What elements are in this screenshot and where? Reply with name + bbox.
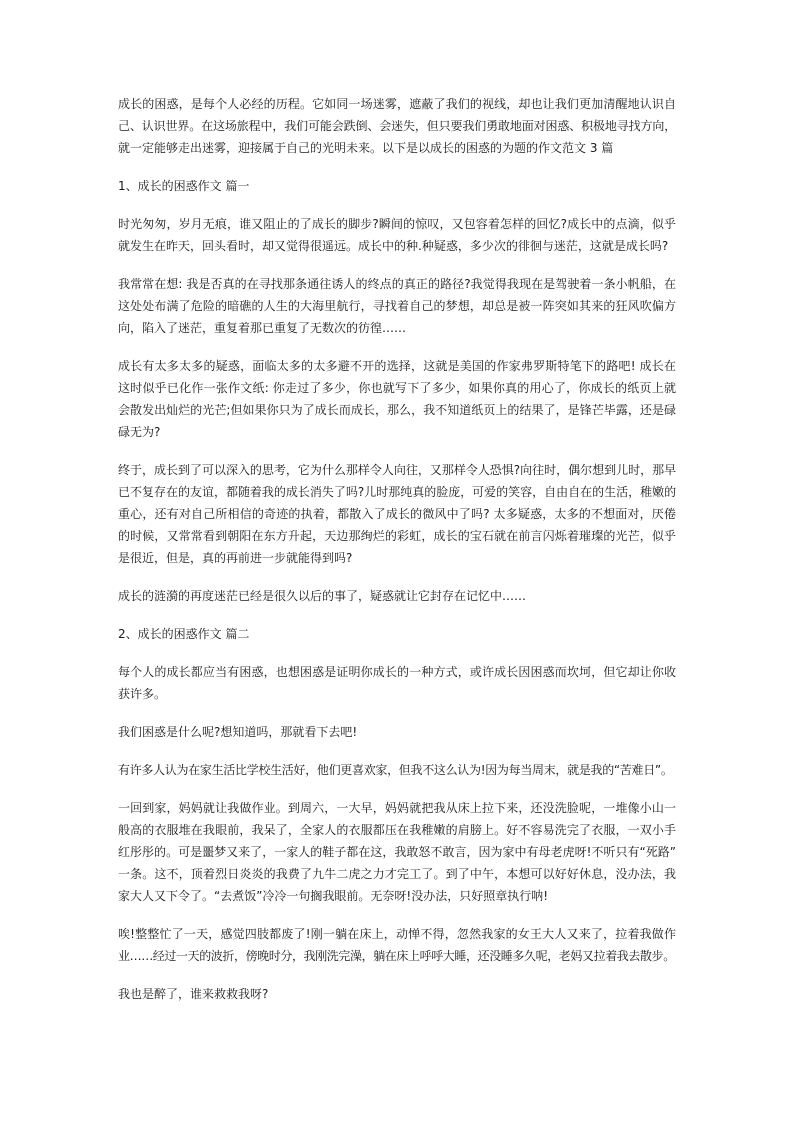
text-line: 碌无为?	[118, 425, 161, 439]
text-line: 这处处布满了危险的暗礁的人生的大海里航行，寻找着自己的梦想，却总是被一阵突如其来的狂风吹偏方	[118, 299, 676, 313]
paragraph	[118, 983, 676, 1005]
text-line: 我常常在想: 我是否真的在寻找那条通往诱人的终点的真正的路径?我觉得我现在是驾驶着一条小帆船，在	[118, 277, 676, 291]
document-body	[118, 93, 676, 1021]
text-line: 已不复存在的友谊，都随着我的成长消失了吗?儿时那纯真的脸庞，可爱的笑容，自由自在的生活，稚嫩的	[118, 485, 676, 499]
text-line: 会散发出灿烂的光芒;但如果你只为了成长而成长，那么，我不知道纸页上的结果了，是锋芒毕露，还是碌	[118, 403, 676, 417]
text-line: 己、认识世界。在这场旅程中，我们可能会跌倒、会迷失，但只要我们勇敢地面对困惑、积极地寻找方向，	[118, 119, 676, 133]
paragraph	[118, 759, 676, 781]
paragraph	[118, 355, 676, 443]
text-line: 每个人的成长都应当有困惑，也想困惑是证明你成长的一种方式，或许成长因困惑而坎坷，但它却让你收	[118, 665, 676, 679]
text-line: 般高的衣服堆在我眼前，我呆了，全家人的衣服都压在我稚嫩的肩膀上。好不容易洗完了衣服，一双小手	[118, 823, 676, 837]
paragraph	[118, 459, 676, 569]
text-line: 业……经过一天的波折，傍晚时分，我刚洗完澡，躺在床上呼呼大睡，还没睡多久呢，老妈又拉着我去散步。	[118, 949, 675, 963]
text-line: 唉!整整忙了一天，感觉四肢都废了!刚一躺在床上，动惮不得，忽然我家的女王大人又来了，拉着我做作	[118, 927, 676, 941]
paragraph	[118, 923, 676, 967]
text-line: 的时候，又常常看到朝阳在东方升起，天边那绚烂的彩虹，成长的宝石就在前言闪烁着璀璨的光芒，似乎	[118, 529, 676, 543]
paragraph	[118, 585, 676, 607]
text-line: 有许多人认为在家生活比学校生活好，他们更喜欢家，但我不这么认为!因为每当周末，就是我的“苦难日”。	[118, 763, 673, 777]
paragraph	[118, 797, 676, 907]
text-line: 这时似乎已化作一张作文纸: 你走过了多少，你也就写下了多少，如果你真的用心了，你成长的纸页上就	[118, 381, 676, 395]
text-line: 时光匆匆，岁月无痕，谁又阻止的了成长的脚步?瞬间的惊叹，又包容着怎样的回忆?成长中的点滴，似乎	[118, 217, 676, 231]
paragraph	[118, 721, 676, 743]
paragraph	[118, 273, 676, 339]
text-line: 家大人又下令了。“去煮饭”冷冷一句搁我眼前。无奈呀!没办法，只好照章执行呐!	[118, 889, 549, 903]
text-line: 成长的困惑，是每个人必经的历程。它如同一场迷雾，遮蔽了我们的视线，却也让我们更加清醒地认识自	[118, 97, 676, 111]
text-line: 成长有太多太多的疑惑，面临太多的太多避不开的选择，这就是美国的作家弗罗斯特笔下的路吧! 成长在	[118, 359, 676, 373]
text-line: 我们困惑是什么呢?想知道吗，那就看下去吧!	[118, 725, 358, 739]
text-line: 我也是醉了，谁来救救我呀?	[118, 987, 269, 1001]
heading-text: 1、成长的困惑作文 篇一	[118, 179, 250, 193]
text-line: 获许多。	[118, 687, 167, 701]
section-heading-2	[118, 623, 676, 645]
text-line: 成长的涟漪的再度迷茫已经是很久以后的事了，疑惑就让它封存在记忆中……	[118, 589, 527, 603]
text-line: 是很近，但是，真的再前进一步就能得到吗?	[118, 551, 353, 565]
paragraph	[118, 213, 676, 257]
text-line: 红彤彤的。可是噩梦又来了，一家人的鞋子都在这，我敢怒不敢言，因为家中有母老虎呀!不听只有“死路”	[118, 845, 676, 859]
text-line: 一条。这不，顶着烈日炎炎的我费了九牛二虎之力才完工了。到了中午，本想可以好好休息，没办法，我	[118, 867, 676, 881]
heading-text: 2、成长的困惑作文 篇二	[118, 627, 250, 641]
text-line: 就一定能够走出迷雾，迎接属于自己的光明未来。以下是以成长的困惑的为题的作文范文 3 篇	[118, 141, 614, 155]
section-heading-1	[118, 175, 676, 197]
text-line: 就发生在昨天，回头看时，却又觉得很遥远。成长中的种.种疑惑，多少次的徘徊与迷茫，这就是成长吗?	[118, 239, 669, 253]
text-line: 一回到家，妈妈就让我做作业。到周六，一大早，妈妈就把我从床上拉下来，还没洗脸呢，一堆像小山一	[118, 801, 676, 815]
intro-paragraph	[118, 93, 676, 159]
text-line: 向，陷入了迷茫，重复着那已重复了无数次的彷徨……	[118, 321, 407, 335]
text-line: 终于，成长到了可以深入的思考，它为什么那样令人向往，又那样令人恐惧?向往时，偶尔想到儿时，那早	[118, 463, 676, 477]
paragraph	[118, 661, 676, 705]
text-line: 重心，还有对自己所相信的奇迹的执着，都散入了成长的微风中了吗? 太多疑惑，太多的不想面对，厌倦	[118, 507, 676, 521]
